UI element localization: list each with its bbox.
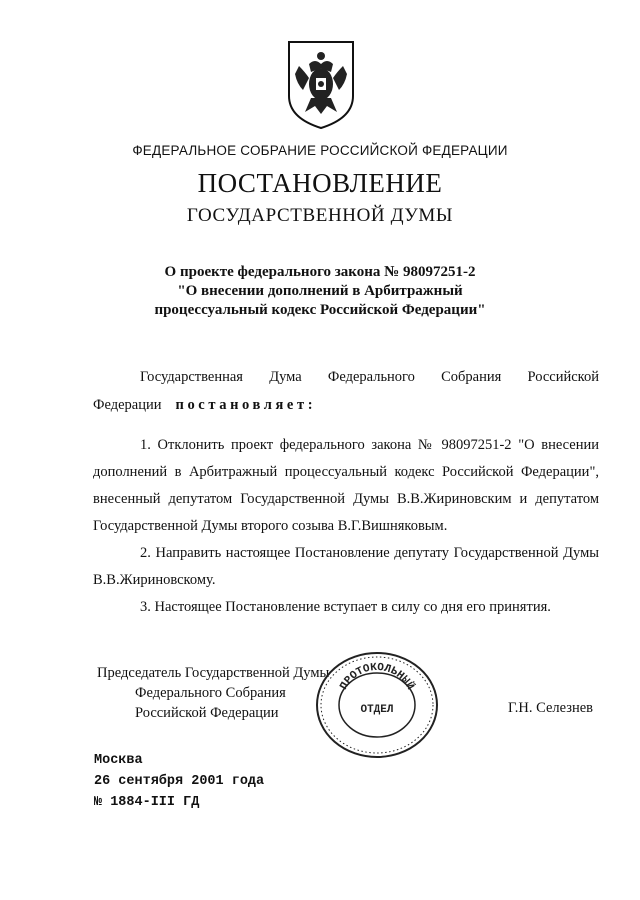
- decision-verb: постановляет:: [175, 397, 317, 413]
- bill-title-line: "О внесении дополнений в Арбитражный: [177, 283, 463, 299]
- document-issuer: ГОСУДАРСТВЕННОЙ ДУМЫ: [186, 205, 454, 226]
- signatory-position-line: Федерального Собрания: [135, 685, 286, 701]
- organization-name: ФЕДЕРАЛЬНОЕ СОБРАНИЕ РОССИЙСКОЙ ФЕДЕРАЦИИ: [132, 143, 508, 158]
- signatory-position: [97, 663, 329, 723]
- svg-text:ПРОТОКОЛЬНЫЙ: [338, 662, 417, 692]
- preamble-word: Дума: [269, 369, 302, 385]
- bill-title-line: О проекте федерального закона № 98097251-2: [164, 264, 476, 280]
- preamble-line: [93, 391, 599, 419]
- issue-date: 26 сентября 2001 года: [94, 774, 265, 789]
- resolution-item: 1. Отклонить проект федерального закона № 98097251-2 "О внесении дополнений в Арбитражный процессуальный кодекс Российской Федерации", внесенный депутатом Государственной Думы В.В.Жириновским и депутатом Государственной Думы второго созыва В.Г.Вишняковым.: [93, 437, 599, 534]
- issue-place: Москва: [94, 753, 143, 768]
- signatory-position-line: Российской Федерации: [135, 705, 279, 721]
- signatory-position-line: Председатель Государственной Думы: [97, 665, 330, 681]
- stamp-text: ПРОТОКОЛЬНЫЙ: [338, 661, 416, 693]
- resolution-item: 2. Направить настоящее Постановление депутату Государственной Думы В.В.Жириновскому.: [93, 545, 599, 588]
- coat-of-arms-icon: [285, 38, 357, 130]
- preamble-word: Федерации: [93, 397, 162, 413]
- preamble-word: Государственная: [140, 369, 243, 385]
- bill-title: [0, 263, 640, 320]
- official-seal-stamp: [312, 650, 442, 760]
- preamble-line: [93, 363, 599, 391]
- preamble-word: Собрания: [441, 369, 502, 385]
- preamble-word: Федерального: [327, 369, 415, 385]
- document-footer: [94, 750, 264, 813]
- stamp-text: ОТДЕЛ: [360, 704, 394, 716]
- document-number: № 1884-III ГД: [94, 795, 200, 810]
- signatory-name: Г.Н. Селезнев: [508, 700, 593, 716]
- resolution-item: 3. Настоящее Постановление вступает в силу со дня его принятия.: [140, 599, 551, 615]
- bill-title-line: процессуальный кодекс Российской Федерации": [154, 302, 486, 318]
- preamble-word: Российской: [527, 369, 599, 385]
- document-type: ПОСТАНОВЛЕНИЕ: [197, 168, 443, 198]
- preamble: [93, 363, 599, 419]
